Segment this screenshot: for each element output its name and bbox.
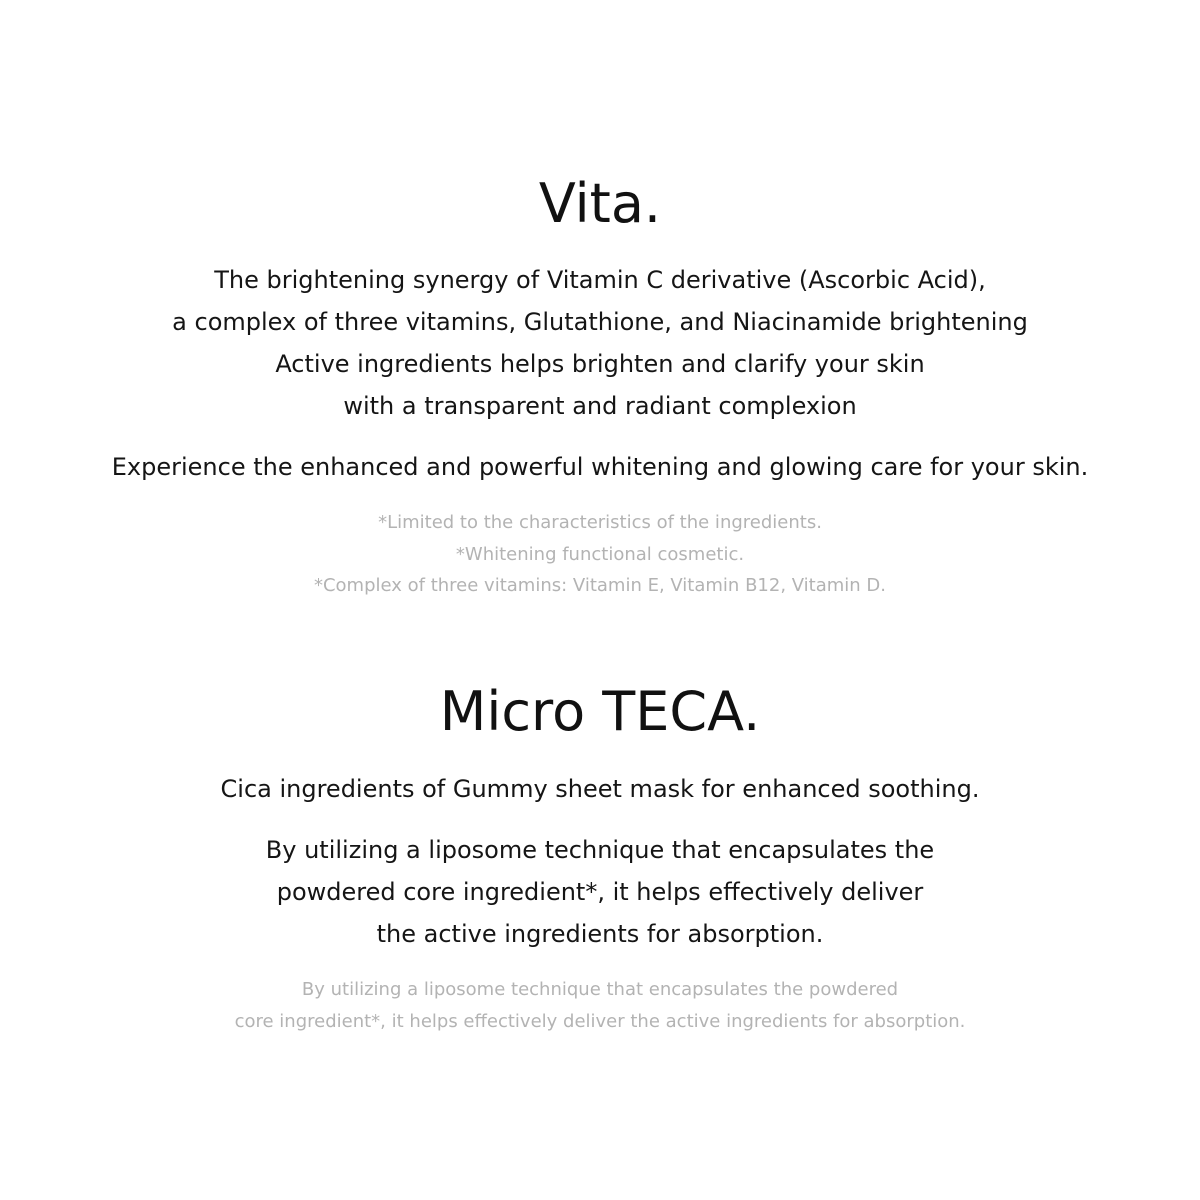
vita-footnote: *Complex of three vitamins: Vitamin E, Vitamin B12, Vitamin D. — [313, 575, 887, 596]
vita-description-line: Active ingredients helps brighten and clarify your skin — [275, 350, 925, 378]
vita-description-line: with a transparent and radiant complexion — [343, 392, 857, 420]
micro-teca-tagline-line: Cica ingredients of Gummy sheet mask for enhanced soothing. — [220, 775, 980, 803]
micro-teca-body-line: powdered core ingredient*, it helps effectively deliver — [276, 878, 924, 906]
vita-description-line: The brightening synergy of Vitamin C derivative (Ascorbic Acid), — [214, 266, 986, 294]
vita-footnote: *Whitening functional cosmetic. — [455, 543, 745, 565]
vita-footnotes — [0, 507, 1200, 602]
vita-description — [0, 259, 1200, 427]
micro-teca-footnote: core ingredient*, it helps effectively deliver the active ingredients for absorption. — [234, 1010, 966, 1032]
vita-description-line: a complex of three vitamins, Glutathione, and Niacinamide brightening — [172, 308, 1028, 336]
micro-teca-body — [0, 829, 1200, 955]
vita-experience — [0, 446, 1200, 488]
micro-teca-body-line: By utilizing a liposome technique that encapsulates the — [265, 836, 935, 864]
vita-title: Vita. — [538, 172, 662, 235]
micro-teca-footnote: By utilizing a liposome technique that encapsulates the powdered — [301, 979, 899, 1000]
micro-teca-tagline — [0, 768, 1200, 810]
micro-teca-body-line: the active ingredients for absorption. — [376, 920, 824, 948]
micro-teca-footnotes — [0, 974, 1200, 1037]
vita-footnote: *Limited to the characteristics of the ingredients. — [378, 512, 822, 533]
vita-experience-line: Experience the enhanced and powerful whitening and glowing care for your skin. — [111, 453, 1089, 481]
micro-teca-title: Micro TECA. — [439, 680, 761, 743]
